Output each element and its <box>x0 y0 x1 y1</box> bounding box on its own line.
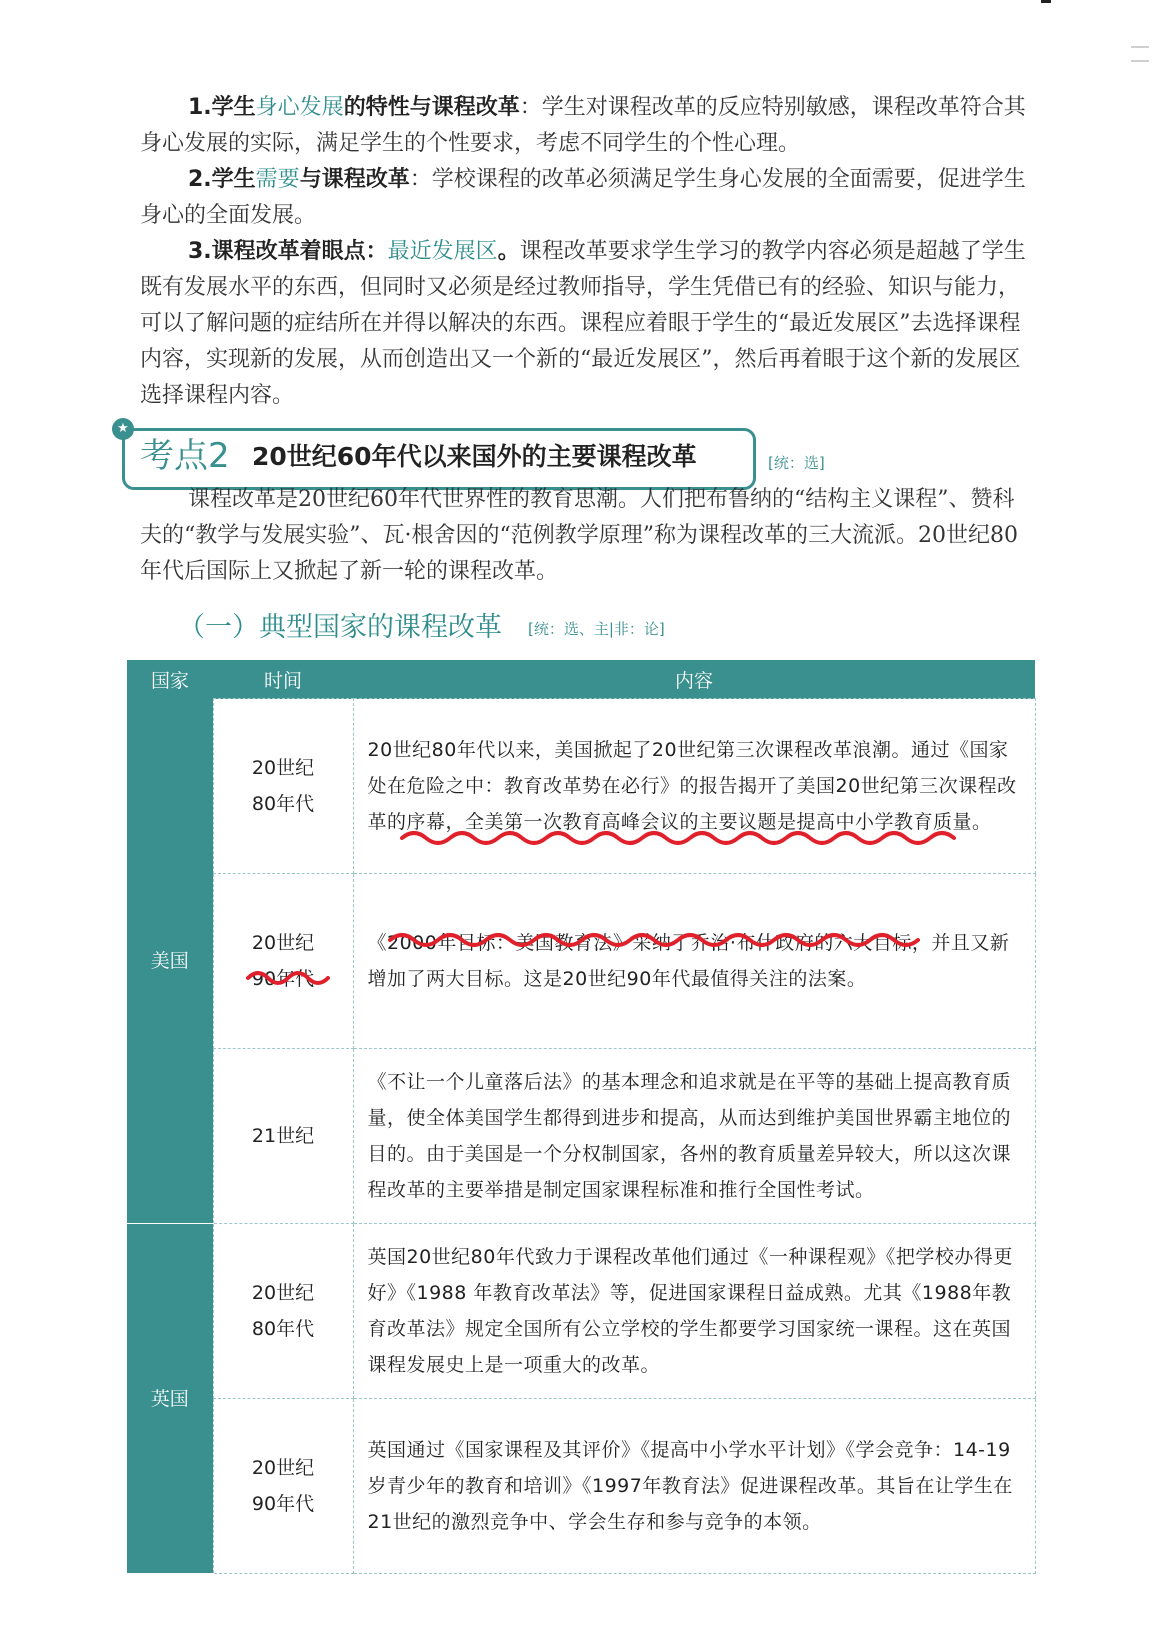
intro-paragraph-3 <box>140 234 1030 414</box>
page-menu-icon <box>1131 46 1149 62</box>
p1-highlight: 身心发展 <box>255 95 344 120</box>
section-label: 考点2 <box>140 436 230 476</box>
section-tag: [统：选] <box>768 454 825 472</box>
table-row <box>127 1224 1035 1399</box>
time-line-2: 90年代 <box>251 1493 315 1515</box>
content-cell: 20世纪80年代以来，美国掀起了20世纪第三次课程改革浪潮。通过《国家处在危险之中：教育改革势在必行》的报告揭开了美国20世纪第三次课程改革的序幕，全美第一次教育高峰会议的主要议题是提高中小学教育质量。 <box>353 699 1035 874</box>
time-line-1: 20世纪 <box>251 757 315 779</box>
time-cell <box>213 1399 353 1574</box>
table-row <box>127 874 1035 1049</box>
p2-colon: ： <box>409 167 432 192</box>
red-wavy-underline <box>400 828 980 852</box>
time-line-1: 20世纪 <box>251 1457 315 1479</box>
table-header-row <box>127 660 1035 699</box>
section-title: 20世纪60年代以来国外的主要课程改革 <box>252 442 697 471</box>
red-wavy-underline <box>246 968 346 990</box>
content-cell: 英国通过《国家课程及其评价》《提高中小学水平计划》《学会竞争：14-19岁青少年的教育和培训》《1997年教育法》促进课程改革。其旨在让学生在21世纪的激烈竞争中、学会生存和参与竞争的本领。 <box>353 1399 1035 1574</box>
time-line-2: 80年代 <box>251 793 315 815</box>
country-cell-usa: 美国 <box>127 699 213 1224</box>
p2-lead-rest: 与课程改革 <box>299 167 410 192</box>
p1-text: 学生对课程改革的反应特别敏感，课程改革符合其身心发展的实际，满足学生的个性要求，考虑不同学生的个性心理。 <box>140 95 1026 156</box>
p3-period: 。 <box>497 239 520 264</box>
reform-table <box>127 660 1036 1574</box>
time-cell <box>213 1049 353 1224</box>
subsection-title: （一）典型国家的课程改革 <box>178 612 502 643</box>
p3-text: 课程改革要求学生学习的教学内容必须是超越了学生既有发展水平的东西，但同时又必须是经过教师指导，学生凭借已有的经验、知识与能力，可以了解问题的症结所在并得以解决的东西。课程应着眼于学生的“最近发展区”去选择课程内容，实现新的发展，从而创造出又一个新的“最近发展区”，然后再着眼于这个新的发展区选择课程内容。 <box>140 239 1026 408</box>
header-content: 内容 <box>353 660 1035 699</box>
p3-highlight: 最近发展区 <box>387 239 498 264</box>
intro-paragraph-2 <box>140 162 1030 234</box>
table-row <box>127 1049 1035 1224</box>
section-paragraph: 课程改革是20世纪60年代世界性的教育思潮。人们把布鲁纳的“结构主义课程”、赞科夫的“教学与发展实验”、瓦·根舍因的“范例教学原理”称为课程改革的三大流派。20世纪80年代后国际上又掀起了新一轮的课程改革。 <box>140 487 1018 584</box>
time-line-2: 80年代 <box>251 1318 315 1340</box>
subsection-tag: [统：选、主|非：论] <box>528 620 665 638</box>
content-cell: 英国20世纪80年代致力于课程改革他们通过《一种课程观》《把学校办得更好》《1988 年教育改革法》等，促进国家课程日益成熟。尤其《1988年教育改革法》规定全国所有公立学校的学生都要学习国家统一课程。这在英国课程发展史上是一项重大的改革。 <box>353 1224 1035 1399</box>
p1-lead-rest: 的特性与课程改革 <box>343 95 520 120</box>
content-cell: 《2000年目标：美国教育法》采纳了乔治·布什政府的六大目标，并且又新增加了两大目标。这是20世纪90年代最值得关注的法案。 <box>353 874 1035 1049</box>
time-line-2: 90年代 <box>251 968 315 990</box>
content-cell: 《不让一个儿童落后法》的基本理念和追求就是在平等的基础上提高教育质量，使全体美国学生都得到进步和提高，从而达到维护美国世界霸主地位的目的。由于美国是一个分权制国家，各州的教育质量差异较大，所以这次课程改革的主要举措是制定国家课程标准和推行全国性考试。 <box>353 1049 1035 1224</box>
header-time: 时间 <box>213 660 353 699</box>
p3-lead: 3.课程改革着眼点： <box>188 239 388 264</box>
p2-lead-num: 2.学生 <box>188 167 256 192</box>
time-cell <box>213 874 353 1049</box>
country-cell-uk: 英国 <box>127 1224 213 1574</box>
star-icon: ★ <box>112 418 134 440</box>
header-country: 国家 <box>127 660 213 699</box>
p2-text: 学校课程的改革必须满足学生身心发展的全面需要，促进学生身心的全面发展。 <box>140 167 1026 228</box>
time-cell <box>213 1224 353 1399</box>
intro-paragraph-1 <box>140 90 1030 162</box>
table-row <box>127 1399 1035 1574</box>
time-line-1: 21世纪 <box>251 1125 315 1147</box>
time-line-1: 20世纪 <box>251 932 315 954</box>
time-line-1: 20世纪 <box>251 1282 315 1304</box>
corner-mark <box>1041 0 1051 3</box>
red-wavy-underline <box>388 928 968 952</box>
p1-colon: ： <box>519 95 542 120</box>
p2-highlight: 需要 <box>255 167 300 192</box>
time-cell <box>213 699 353 874</box>
p1-lead-num: 1.学生 <box>188 95 256 120</box>
